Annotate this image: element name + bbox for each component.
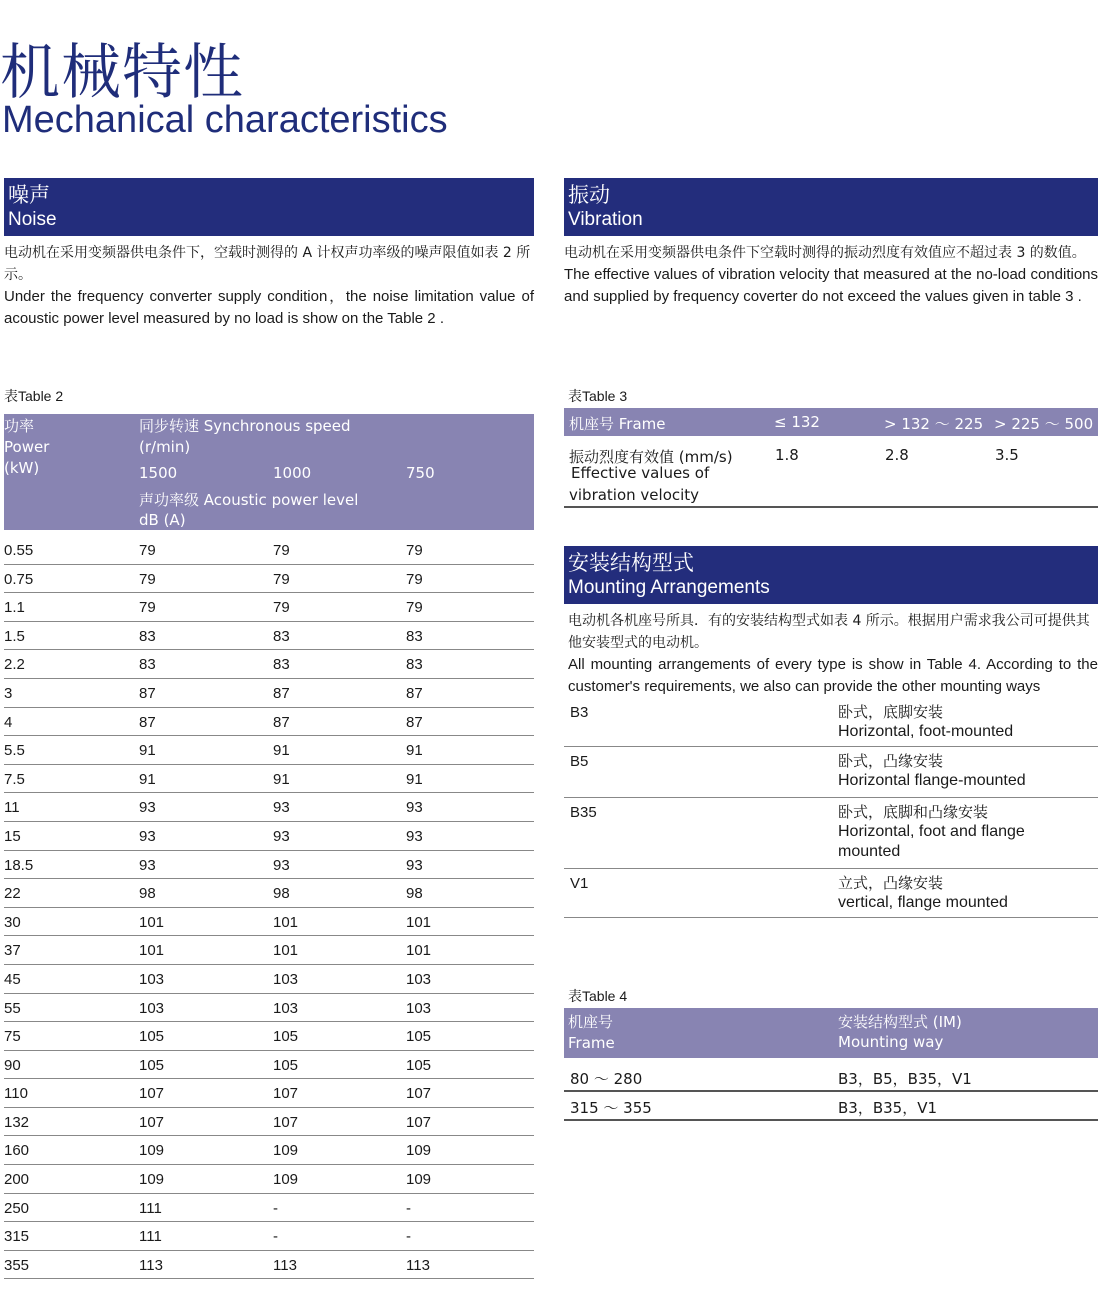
- speed-1500-cell: 87: [139, 713, 156, 731]
- speed-750-cell: 83: [406, 656, 423, 674]
- speed-1000-cell: 109: [273, 1171, 299, 1189]
- power-cell: 132: [4, 1113, 30, 1131]
- power-header-en: Power: [4, 438, 50, 456]
- speed-1500-cell: 93: [139, 856, 156, 874]
- t4-frame-en: Frame: [568, 1034, 615, 1052]
- table-row: [4, 650, 534, 679]
- mounting-desc-en: All mounting arrangements of every type is show in Table 4. According to the customer's requirements, we also can provide the other mounting ways: [568, 656, 1098, 695]
- vib-label-en2: vibration velocity: [569, 486, 700, 504]
- table-row: [4, 565, 534, 594]
- speed-1500-cell: 105: [139, 1028, 165, 1046]
- speed-1500-cell: 91: [139, 770, 156, 788]
- power-cell: 0.55: [4, 542, 34, 559]
- table-row: [4, 1194, 534, 1223]
- table4-header: [564, 1008, 1098, 1058]
- table-row: [4, 1051, 534, 1080]
- noise-header: [4, 178, 534, 236]
- speed-750-cell: 101: [406, 942, 432, 960]
- speed-1000-cell: 83: [273, 627, 290, 645]
- sync-speed-title: 同步转速 Synchronous speed: [139, 417, 351, 435]
- mounting-type-row: [564, 869, 1098, 918]
- mounting-code: B5: [570, 753, 589, 770]
- frame-header: 机座号 Frame: [569, 415, 666, 433]
- speed-1000-cell: 103: [273, 999, 299, 1017]
- speed-1000-cell: 91: [273, 770, 290, 788]
- t4-frame-value: 315 ～ 355: [570, 1099, 652, 1117]
- power-cell: 37: [4, 942, 21, 960]
- speed-750-cell: 87: [406, 684, 423, 702]
- speed-750-cell: 107: [406, 1113, 432, 1131]
- power-cell: 18.5: [4, 856, 34, 874]
- power-cell: 3: [4, 684, 13, 702]
- power-cell: 250: [4, 1199, 30, 1217]
- table-row: [4, 708, 534, 737]
- table-row: [4, 1108, 534, 1137]
- mounting-desc-en: Horizontal, foot and flange: [838, 823, 1025, 840]
- speed-1000-cell: 93: [273, 856, 290, 874]
- t4-frame-header: [568, 1012, 615, 1054]
- speed-750-cell: 103: [406, 970, 432, 988]
- speed-1500-cell: 93: [139, 827, 156, 845]
- range-le-132: ≤ 132: [774, 413, 820, 431]
- range-132-225: > 132 ～ 225: [884, 415, 984, 433]
- table-row: [4, 679, 534, 708]
- mounting-desc-cn: 立式，凸缘安装: [838, 874, 944, 892]
- power-cell: 75: [4, 1028, 21, 1046]
- speed-1000-cell: -: [273, 1199, 278, 1217]
- mounting-desc-cn: 电动机各机座号所具．有的安装结构型式如表 4 所示。根据用户需求我公司可提供其他安装型式的电动机。: [568, 613, 1090, 651]
- vib-label-cn: 振动烈度有效值 (mm/s): [569, 448, 733, 466]
- power-cell: 30: [4, 913, 21, 931]
- mounting-code: V1: [570, 875, 589, 892]
- table-row: [4, 994, 534, 1023]
- mounting-code: B3: [570, 704, 589, 721]
- speed-1000-cell: 87: [273, 684, 290, 702]
- table-row: [4, 908, 534, 937]
- speed-1000-cell: 93: [273, 827, 290, 845]
- noise-description: [4, 242, 534, 330]
- power-cell: 2.2: [4, 656, 25, 674]
- table4-row: [564, 1091, 1098, 1121]
- speed-1000-cell: 105: [273, 1056, 299, 1074]
- power-cell: 90: [4, 1056, 21, 1074]
- noise-table-body: [4, 536, 534, 1279]
- power-cell: 45: [4, 970, 21, 988]
- speed-750-cell: 79: [406, 599, 423, 617]
- mounting-description-cell: [838, 873, 1008, 913]
- power-cell: 55: [4, 999, 21, 1017]
- speed-1500-cell: 83: [139, 627, 156, 645]
- table-row: [4, 1022, 534, 1051]
- speed-1000-cell: 83: [273, 656, 290, 674]
- speed-1000-cell: 109: [273, 1142, 299, 1160]
- speed-750-cell: 79: [406, 542, 423, 559]
- speed-1500-cell: 83: [139, 656, 156, 674]
- speed-750-cell: 83: [406, 627, 423, 645]
- speed-1500-cell: 79: [139, 599, 156, 617]
- power-column-header: [4, 416, 124, 479]
- speed-1500-cell: 111: [139, 1199, 162, 1217]
- power-cell: 5.5: [4, 742, 25, 760]
- table-row: [4, 936, 534, 965]
- vibration-header: [564, 178, 1098, 236]
- t4-frame-value: 80 ～ 280: [570, 1070, 643, 1088]
- speed-750-cell: 103: [406, 999, 432, 1017]
- power-cell: 110: [4, 1085, 28, 1103]
- mounting-code: B35: [570, 804, 597, 821]
- mounting-header-cn: 安装结构型式: [568, 551, 694, 575]
- speed-1500-cell: 103: [139, 970, 165, 988]
- vibration-section: [564, 178, 1098, 1117]
- acoustic-level-header: [139, 490, 358, 530]
- speed-1000-cell: 107: [273, 1085, 299, 1103]
- vibration-description: [564, 242, 1098, 308]
- power-cell: 11: [4, 799, 20, 817]
- table4-row: [564, 1062, 1098, 1092]
- vibration-header-cn: 振动: [568, 183, 610, 207]
- power-header-cn: 功率: [4, 417, 35, 435]
- table-row: [4, 1136, 534, 1165]
- speed-750-cell: 101: [406, 913, 432, 931]
- speed-1000: 1000: [273, 464, 312, 482]
- acoustic-title: 声功率级 Acoustic power level: [139, 491, 359, 509]
- table-row: [4, 793, 534, 822]
- mounting-desc-en: vertical, flange mounted: [838, 894, 1008, 911]
- page-title-en: Mechanical characteristics: [2, 99, 448, 141]
- power-cell: 4: [4, 713, 13, 731]
- speed-1000-cell: 101: [273, 913, 299, 931]
- speed-750-cell: 107: [406, 1085, 432, 1103]
- power-cell: 315: [4, 1228, 30, 1246]
- speed-1500-cell: 91: [139, 742, 156, 760]
- speed-750-cell: -: [406, 1199, 411, 1217]
- noise-desc-en: Under the frequency converter supply condition，the noise limitation value of acoustic power level measured by no load is show on the Table 2 .: [4, 288, 534, 327]
- mounting-types-list: [564, 698, 1098, 918]
- table-row: [4, 765, 534, 794]
- sync-speed-unit: (r/min): [139, 438, 191, 456]
- t4-im-value: B3，B5，B35，V1: [838, 1070, 972, 1088]
- vibration-desc-en: The effective values of vibration velocity that measured at the no-load conditions and supplied by frequency coverter do not exceed the values given in table 3 .: [564, 266, 1098, 305]
- speed-750-cell: 113: [406, 1256, 430, 1274]
- power-cell: 200: [4, 1171, 30, 1189]
- mounting-header-en: Mounting Arrangements: [568, 577, 770, 598]
- power-cell: 355: [4, 1256, 30, 1274]
- mounting-description-cell: [838, 751, 1026, 791]
- mounting-header: [564, 546, 1098, 604]
- power-cell: 0.75: [4, 570, 34, 588]
- speed-750-cell: 93: [406, 856, 423, 874]
- speed-750-cell: 109: [406, 1171, 432, 1189]
- table-row: [4, 1165, 534, 1194]
- noise-desc-cn: 电动机在采用变频器供电条件下，空载时测得的 A 计权声功率级的噪声限值如表 2 所示。: [4, 245, 531, 283]
- power-cell: 1.5: [4, 627, 25, 645]
- power-cell: 15: [4, 827, 21, 845]
- t4-im-value: B3，B35，V1: [838, 1099, 938, 1117]
- t4-frame-cn: 机座号: [568, 1013, 614, 1031]
- vibration-table-row: [564, 440, 1098, 508]
- noise-header-cn: 噪声: [8, 183, 50, 207]
- power-cell: 7.5: [4, 770, 25, 788]
- speed-1500-cell: 103: [139, 999, 165, 1017]
- table-row: [4, 622, 534, 651]
- speed-1000-cell: 91: [273, 742, 290, 760]
- speed-1500-cell: 107: [139, 1113, 165, 1131]
- noise-table-header: [4, 414, 534, 530]
- mounting-desc-en: Horizontal flange-mounted: [838, 772, 1026, 789]
- sync-speed-header: [139, 416, 351, 458]
- speed-750: 750: [406, 464, 435, 482]
- mounting-type-row: [564, 798, 1098, 869]
- speed-1500-cell: 113: [139, 1256, 163, 1274]
- table-row: [4, 736, 534, 765]
- speed-750-cell: 105: [406, 1056, 432, 1074]
- speed-1500-cell: 93: [139, 799, 156, 817]
- table-row: [4, 822, 534, 851]
- speed-1500-cell: 101: [139, 942, 165, 960]
- speed-1000-cell: 79: [273, 542, 290, 559]
- noise-header-en: Noise: [8, 209, 57, 230]
- mounting-desc-cn: 卧式，底脚安装: [838, 703, 944, 721]
- speed-750-cell: 109: [406, 1142, 432, 1160]
- speed-750-cell: -: [406, 1228, 411, 1246]
- mounting-section: [564, 546, 1098, 918]
- mounting-desc-en2: mounted: [838, 843, 901, 860]
- speed-1500-cell: 107: [139, 1085, 165, 1103]
- table-row: [4, 851, 534, 880]
- speed-1000-cell: 79: [273, 570, 290, 588]
- speed-1500-cell: 109: [139, 1171, 165, 1189]
- vibration-header-en: Vibration: [568, 209, 643, 230]
- speed-1500-cell: 98: [139, 885, 156, 903]
- acoustic-unit: dB (A): [139, 511, 186, 529]
- mounting-desc-cn: 卧式，凸缘安装: [838, 752, 944, 770]
- speed-750-cell: 91: [406, 742, 423, 760]
- range-225-500: > 225 ～ 500: [994, 415, 1094, 433]
- mounting-desc-cn: 卧式，底脚和凸缘安装: [838, 803, 989, 821]
- power-cell: 1.1: [4, 599, 25, 617]
- speed-1000-cell: 103: [273, 970, 299, 988]
- speed-1000-cell: 93: [273, 799, 290, 817]
- speed-1000-cell: 107: [273, 1113, 299, 1131]
- mounting-type-row: [564, 747, 1098, 798]
- mounting-type-row: [564, 698, 1098, 747]
- page-title-cn: 机械特性: [0, 38, 244, 108]
- speed-1500-cell: 111: [139, 1228, 162, 1246]
- table-row: [4, 965, 534, 994]
- mounting-description-cell: [838, 702, 1013, 742]
- t4-im-en: Mounting way: [838, 1033, 944, 1051]
- speed-1000-cell: 101: [273, 942, 299, 960]
- t4-im-cn: 安装结构型式 (IM): [838, 1013, 962, 1031]
- mounting-description-cell: [838, 802, 1025, 862]
- power-cell: 160: [4, 1142, 30, 1160]
- speed-750-cell: 105: [406, 1028, 432, 1046]
- speed-1500: 1500: [139, 464, 178, 482]
- noise-section: [4, 178, 534, 1274]
- speed-1000-cell: 79: [273, 599, 290, 617]
- speed-1000-cell: -: [273, 1228, 278, 1246]
- vib-value-3: 3.5: [995, 446, 1019, 464]
- vibration-table-header: [564, 408, 1098, 436]
- vib-value-1: 1.8: [775, 446, 799, 464]
- speed-1500-cell: 79: [139, 542, 156, 559]
- speed-1000-cell: 105: [273, 1028, 299, 1046]
- table-row: [4, 879, 534, 908]
- speed-1500-cell: 101: [139, 913, 165, 931]
- table2-label: 表Table 2: [4, 388, 64, 404]
- speed-1500-cell: 109: [139, 1142, 165, 1160]
- mounting-desc-en: Horizontal, foot-mounted: [838, 723, 1014, 740]
- table-row: [4, 1251, 534, 1280]
- mounting-description: [564, 610, 1098, 698]
- table-row: [4, 593, 534, 622]
- speed-1000-cell: 87: [273, 713, 290, 731]
- speed-1000-cell: 113: [273, 1256, 297, 1274]
- speed-750-cell: 87: [406, 713, 423, 731]
- power-cell: 22: [4, 885, 21, 903]
- table-row: [4, 1079, 534, 1108]
- speed-1000-cell: 98: [273, 885, 290, 903]
- speed-1500-cell: 105: [139, 1056, 165, 1074]
- speed-1500-cell: 79: [139, 570, 156, 588]
- power-header-unit: (kW): [4, 459, 40, 477]
- t4-im-header: [838, 1012, 962, 1052]
- table4-label: 表Table 4: [568, 988, 628, 1004]
- speed-1500-cell: 87: [139, 684, 156, 702]
- vib-label-en1: Effective values of: [571, 464, 710, 482]
- speed-750-cell: 93: [406, 827, 423, 845]
- table3-label: 表Table 3: [568, 388, 628, 404]
- speed-750-cell: 91: [406, 770, 423, 788]
- vibration-desc-cn: 电动机在采用变频器供电条件下空载时测得的振动烈度有效值应不超过表 3 的数值。: [564, 245, 1086, 261]
- table-row: [4, 536, 534, 565]
- table-row: [4, 1222, 534, 1251]
- vib-value-2: 2.8: [885, 446, 909, 464]
- speed-750-cell: 98: [406, 885, 423, 903]
- speed-750-cell: 79: [406, 570, 423, 588]
- speed-750-cell: 93: [406, 799, 423, 817]
